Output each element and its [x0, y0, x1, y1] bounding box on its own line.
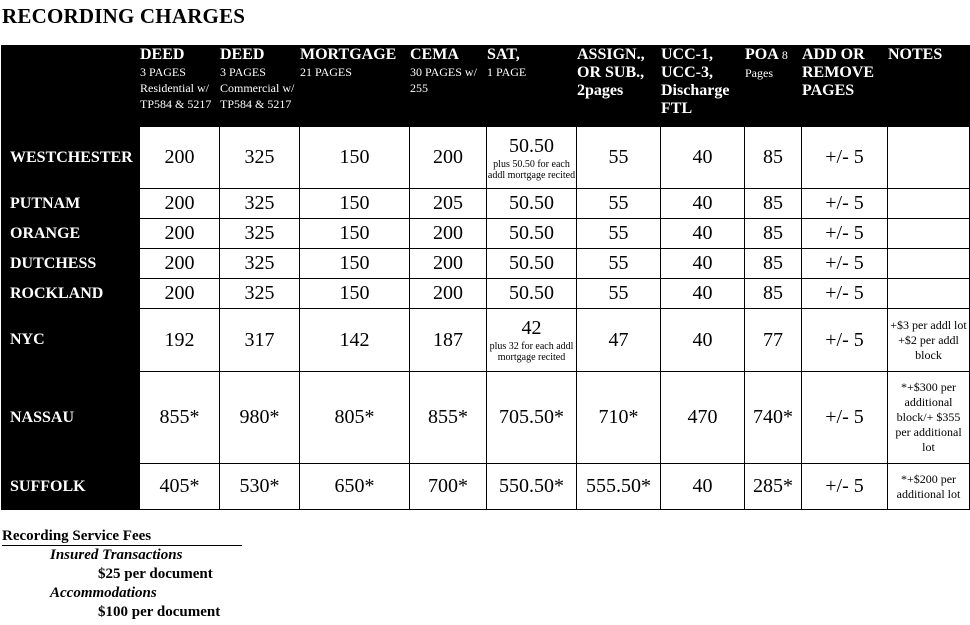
header-notes: NOTES	[888, 46, 970, 127]
header-row	[2, 46, 970, 127]
table-row	[2, 464, 970, 510]
notes-cell	[888, 189, 970, 219]
notes-cell	[888, 249, 970, 279]
header-cema: CEMA 30 PAGES w/ 255	[410, 46, 487, 127]
value-cell: 555.50*	[577, 464, 661, 510]
value-cell: 85	[745, 127, 802, 189]
recording-service-fees	[2, 528, 242, 622]
notes-cell	[888, 279, 970, 309]
county-label: SUFFOLK	[2, 464, 140, 510]
value-cell: 200	[410, 127, 487, 189]
recording-charges-table	[1, 45, 970, 510]
value-cell: 187	[410, 309, 487, 372]
value-cell: 710*	[577, 372, 661, 464]
value-cell: 40	[661, 219, 745, 249]
value-cell: 200	[140, 279, 220, 309]
value-cell: 205	[410, 189, 487, 219]
value-cell: 325	[220, 189, 300, 219]
table-row	[2, 189, 970, 219]
value-cell: 200	[410, 279, 487, 309]
value-cell: 980*	[220, 372, 300, 464]
header-sat: SAT, 1 PAGE	[487, 46, 577, 127]
value-cell: 50.50	[487, 219, 577, 249]
value-cell: 85	[745, 219, 802, 249]
value-cell: 285*	[745, 464, 802, 510]
header-corner	[2, 46, 140, 127]
value-cell: 200	[140, 127, 220, 189]
header-add-remove-pages: ADD OR REMOVE PAGES	[802, 46, 888, 127]
county-label: NYC	[2, 309, 140, 372]
header-assign: ASSIGN., OR SUB., 2pages	[577, 46, 661, 127]
fee-amount: $25 per document	[98, 566, 213, 582]
header-mortgage: MORTGAGE 21 PAGES	[300, 46, 410, 127]
notes-cell	[888, 127, 970, 189]
value-cell: 150	[300, 127, 410, 189]
value-cell: 200	[140, 189, 220, 219]
county-label: NASSAU	[2, 372, 140, 464]
value-cell: 40	[661, 464, 745, 510]
value-cell: +/- 5	[802, 464, 888, 510]
sat-value: 42	[521, 317, 542, 339]
value-cell: +/- 5	[802, 219, 888, 249]
value-cell: 740*	[745, 372, 802, 464]
value-cell: +/- 5	[802, 309, 888, 372]
value-cell: 150	[300, 219, 410, 249]
value-cell: 150	[300, 279, 410, 309]
table-row	[2, 372, 970, 464]
value-cell: 705.50*	[487, 372, 577, 464]
value-cell: 55	[577, 127, 661, 189]
value-cell: 192	[140, 309, 220, 372]
value-cell: 50.50	[487, 189, 577, 219]
table-row	[2, 249, 970, 279]
sat-note: plus 50.50 for each addl mortgage recited	[487, 158, 576, 181]
value-cell: 200	[140, 249, 220, 279]
fees-heading: Recording Service Fees	[2, 528, 242, 546]
value-cell: 55	[577, 189, 661, 219]
value-cell: 200	[140, 219, 220, 249]
sat-cell	[487, 309, 577, 372]
county-label: DUTCHESS	[2, 249, 140, 279]
value-cell: 50.50	[487, 279, 577, 309]
value-cell: 50.50	[487, 249, 577, 279]
value-cell: 55	[577, 219, 661, 249]
value-cell: +/- 5	[802, 249, 888, 279]
table-row	[2, 309, 970, 372]
fee-category: Insured Transactions	[50, 547, 183, 563]
value-cell: 325	[220, 279, 300, 309]
value-cell: 55	[577, 279, 661, 309]
county-label: ORANGE	[2, 219, 140, 249]
value-cell: 700*	[410, 464, 487, 510]
sat-cell	[487, 127, 577, 189]
header-ucc: UCC-1, UCC-3, Discharge FTL	[661, 46, 745, 127]
value-cell: 805*	[300, 372, 410, 464]
value-cell: +/- 5	[802, 372, 888, 464]
header-deed-commercial: DEED 3 PAGES Commercial w/ TP584 & 5217	[220, 46, 300, 127]
value-cell: 855*	[140, 372, 220, 464]
notes-cell	[888, 219, 970, 249]
value-cell: +/- 5	[802, 189, 888, 219]
table-row	[2, 127, 970, 189]
county-label: PUTNAM	[2, 189, 140, 219]
value-cell: 40	[661, 249, 745, 279]
value-cell: 85	[745, 189, 802, 219]
value-cell: 77	[745, 309, 802, 372]
value-cell: 405*	[140, 464, 220, 510]
value-cell: 142	[300, 309, 410, 372]
page-title: RECORDING CHARGES	[2, 4, 246, 28]
value-cell: 550.50*	[487, 464, 577, 510]
value-cell: 40	[661, 127, 745, 189]
header-deed-residential: DEED 3 PAGES Residential w/ TP584 & 5217	[140, 46, 220, 127]
table-row	[2, 219, 970, 249]
notes-cell: *+$300 per additional block/+ $355 per additional lot	[888, 372, 970, 464]
value-cell: +/- 5	[802, 279, 888, 309]
value-cell: 47	[577, 309, 661, 372]
value-cell: 85	[745, 279, 802, 309]
value-cell: 200	[410, 249, 487, 279]
notes-cell: *+$200 per additional lot	[888, 464, 970, 510]
value-cell: 650*	[300, 464, 410, 510]
value-cell: 40	[661, 279, 745, 309]
value-cell: 55	[577, 249, 661, 279]
value-cell: 317	[220, 309, 300, 372]
value-cell: 200	[410, 219, 487, 249]
sat-note: plus 32 for each addl mortgage recited	[489, 341, 574, 363]
value-cell: 85	[745, 249, 802, 279]
value-cell: 530*	[220, 464, 300, 510]
value-cell: 325	[220, 127, 300, 189]
value-cell: 325	[220, 219, 300, 249]
sat-value: 50.50	[509, 134, 554, 157]
value-cell: 855*	[410, 372, 487, 464]
value-cell: +/- 5	[802, 127, 888, 189]
table-row	[2, 279, 970, 309]
county-label: ROCKLAND	[2, 279, 140, 309]
value-cell: 40	[661, 189, 745, 219]
value-cell: 150	[300, 189, 410, 219]
fee-category: Accommodations	[50, 585, 157, 601]
value-cell: 150	[300, 249, 410, 279]
fee-amount: $100 per document	[98, 604, 221, 620]
county-label: WESTCHESTER	[2, 127, 140, 189]
value-cell: 325	[220, 249, 300, 279]
header-poa: POA 8 Pages	[745, 46, 802, 127]
value-cell: 40	[661, 309, 745, 372]
notes-cell: +$3 per addl lot +$2 per addl block	[888, 309, 970, 372]
value-cell: 470	[661, 372, 745, 464]
